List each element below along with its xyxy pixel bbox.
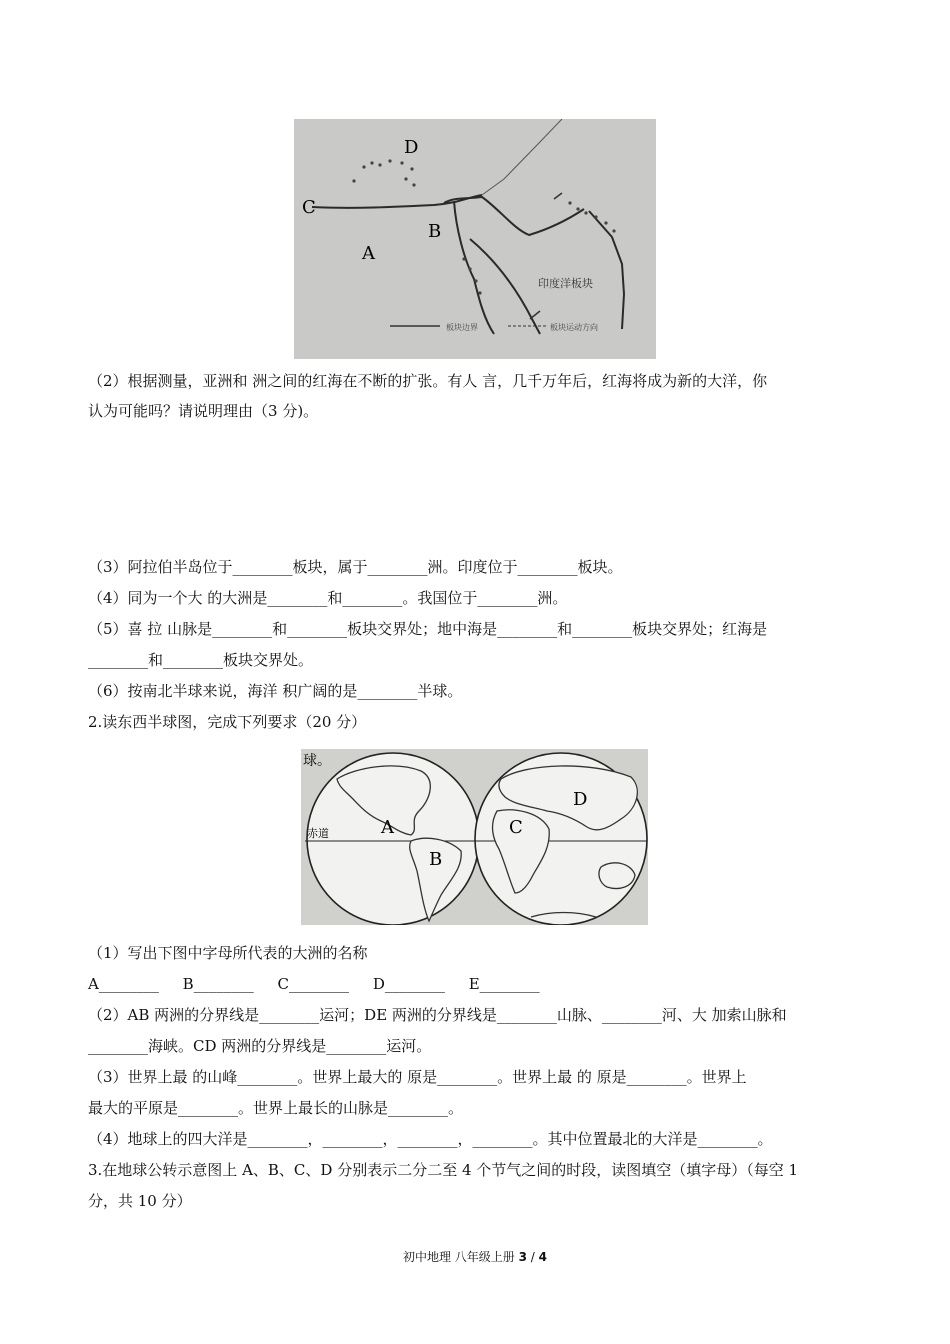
map1-label-d: D — [404, 137, 419, 158]
map1-label-b: B — [428, 221, 442, 242]
q1-part5-line2: ________和________板块交界处。 — [88, 651, 314, 669]
q2-part2-line2: ________海峡。CD 两洲的分界线是________运河。 — [88, 1037, 432, 1055]
map1-label-c: C — [302, 197, 316, 218]
footer-total-pages: 4 — [538, 1250, 548, 1264]
footer-title: 初中地理 八年级上册 — [402, 1250, 515, 1264]
map1-label-a: A — [362, 243, 375, 264]
map1-legend-boundary: 板块边界 — [446, 323, 478, 332]
footer-current-page: 3 — [518, 1250, 527, 1264]
footer-separator: / — [526, 1250, 539, 1264]
q1-part4: （4）同为一个大 的大洲是________和________。我国位于________洲。 — [88, 589, 568, 607]
map2-label-a: A — [381, 817, 394, 838]
q1-part6: （6）按南北半球来说，海洋 积广阔的是________半球。 — [88, 682, 463, 700]
q3-line2: 分，共 10 分） — [88, 1192, 192, 1210]
map2-label-c: C — [509, 817, 523, 838]
map2-equator-label: 赤道 — [307, 827, 329, 840]
map2-corner-text: 球。 — [303, 753, 331, 769]
q1-part5-line1: （5）喜 拉 山脉是________和________板块交界处；地中海是________和________板块交界处；红海是 — [88, 620, 768, 638]
q2-part1-answers: A________ B________ C________ D________ E________ — [88, 975, 540, 993]
q2-part1: （1）写出下图中字母所代表的大洲的名称 — [88, 944, 368, 962]
q1-part3: （3）阿拉伯半岛位于________板块，属于________洲。印度位于________板块。 — [88, 558, 623, 576]
map2-label-d: D — [573, 789, 588, 810]
hemispheres-map — [301, 749, 648, 925]
map1-plate-label: 印度洋板块 — [538, 277, 593, 290]
map2-label-b: B — [429, 849, 443, 870]
q3-line1: 3.在地球公转示意图上 A、B、C、D 分别表示二分二至 4 个节气之间的时段，读图填空（填字母）（每空 1 — [88, 1161, 799, 1179]
page-footer — [0, 1248, 950, 1265]
q1-part2-line1: （2）根据测量，亚洲和 洲之间的红海在不断的扩张。有人 言，几千万年后，红海将成为新的大洋，你 — [88, 372, 768, 390]
q2-title: 2.读东西半球图，完成下列要求（20 分） — [88, 713, 367, 731]
q2-part2-line1: （2）AB 两洲的分界线是________运河；DE 两洲的分界线是________山脉、________河、大 加索山脉和 — [88, 1006, 787, 1024]
q2-part3-line2: 最大的平原是________。世界上最长的山脉是________。 — [88, 1099, 464, 1117]
q1-part2-line2: 认为可能吗？请说明理由（3 分)。 — [88, 402, 319, 420]
q2-part3-line1: （3）世界上最 的山峰________。世界上最大的 原是________。世界上最 的 原是________。世界上 — [88, 1068, 747, 1086]
plate-boundary-map — [294, 119, 656, 359]
map1-legend-motion: 板块运动方向 — [550, 323, 598, 332]
q2-part4: （4）地球上的四大洋是________，________，________，________。其中位置最北的大洋是________。 — [88, 1130, 773, 1148]
